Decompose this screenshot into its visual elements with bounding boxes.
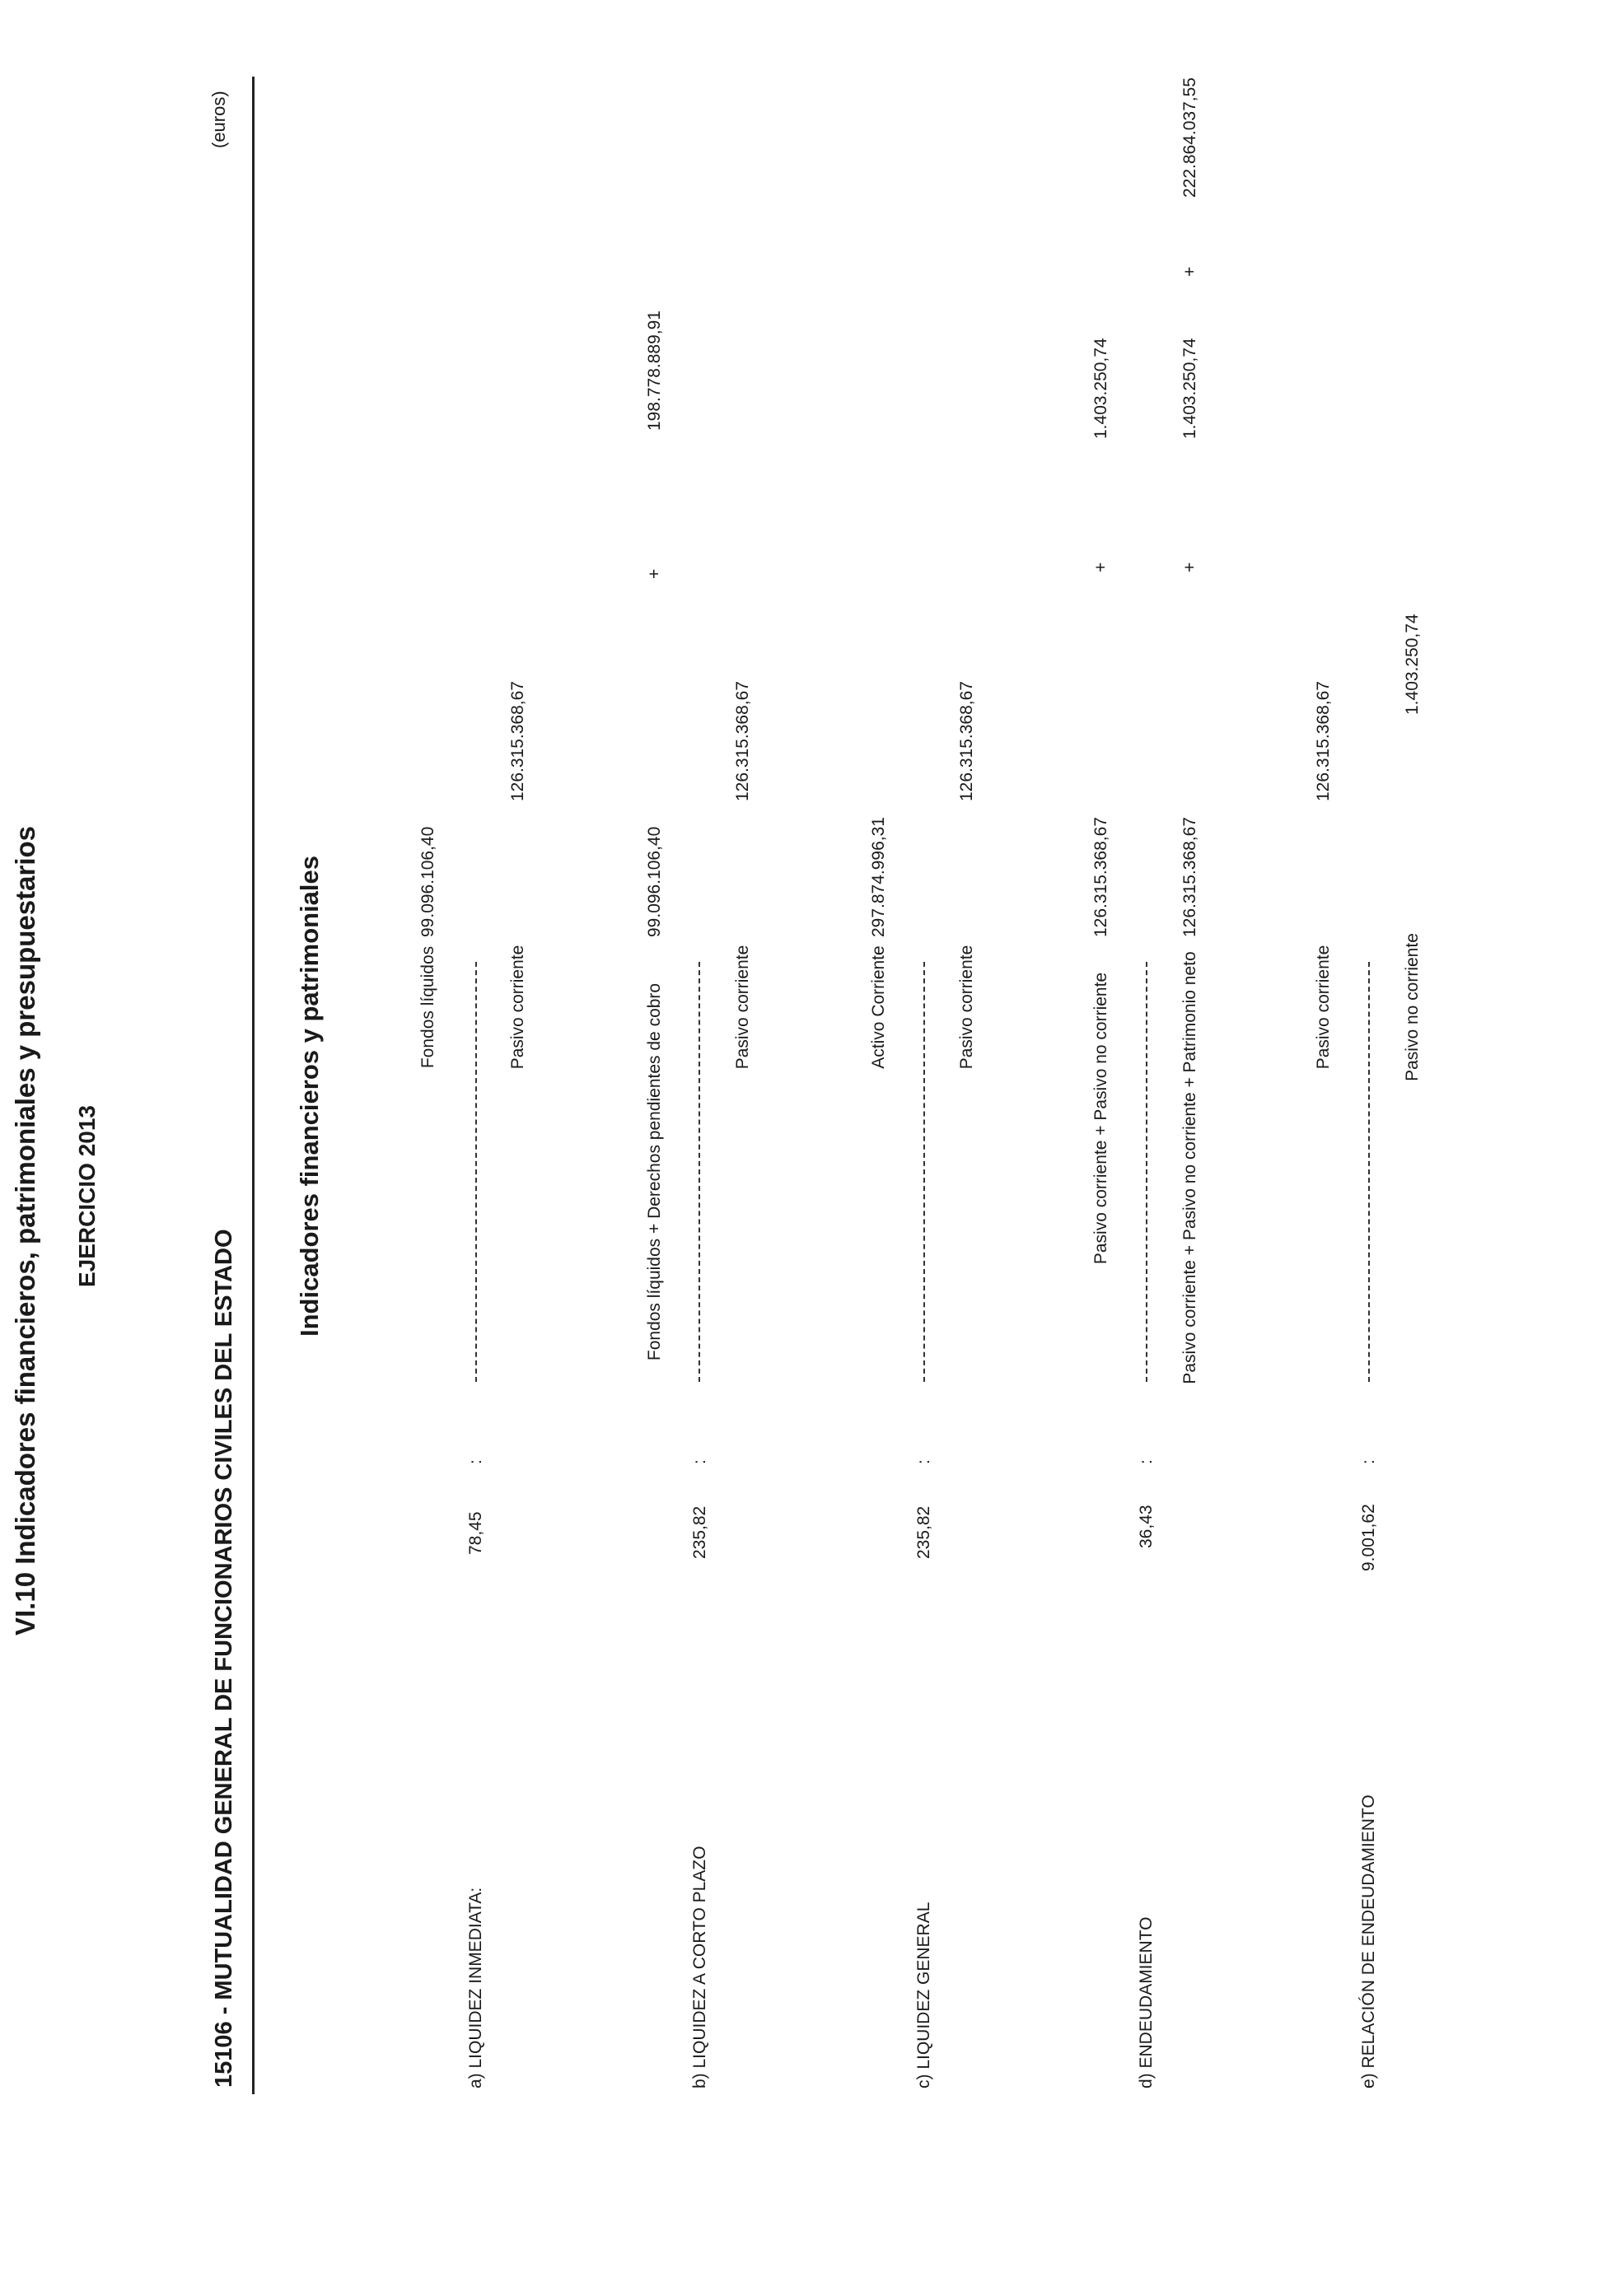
denominator-operator: +: [1180, 266, 1199, 277]
indicator-colon: :: [1359, 1459, 1378, 1464]
denominator-formula: Pasivo corriente: [957, 945, 976, 1070]
indicator-value: 9.001,62: [1359, 1504, 1378, 1571]
indicator-colon: :: [690, 1459, 709, 1464]
numerator-value: 1.403.250,74: [1091, 338, 1110, 439]
denominator-formula: Pasivo corriente + Pasivo no corriente + Patrimonio neto: [1180, 951, 1199, 1384]
indicator-value: 235,82: [914, 1505, 933, 1559]
indicator-label: a) LIQUIDEZ INMEDIATA:: [466, 1887, 485, 2088]
numerator-operator: +: [1091, 562, 1110, 572]
denominator-value: 1.403.250,74: [1180, 338, 1199, 439]
header-rule: [252, 77, 255, 2094]
denominator-value: 126.315.368,67: [1180, 817, 1199, 937]
fraction-line: [475, 962, 477, 1382]
numerator-value: 198.778.889,91: [645, 310, 664, 431]
indicator-label: d) ENDEUDAMIENTO: [1137, 1916, 1156, 2088]
numerator-value: 297.874.996,31: [869, 817, 888, 937]
denominator-formula: Pasivo corriente: [508, 945, 527, 1070]
denominator-formula: Pasivo corriente: [733, 945, 752, 1070]
denominator-value: 126.315.368,67: [957, 681, 976, 801]
denominator-operator: +: [1180, 562, 1199, 572]
numerator-formula: Pasivo corriente + Pasivo no corriente: [1091, 972, 1110, 1265]
fraction-line: [1368, 962, 1370, 1382]
denominator-formula: Pasivo no corriente: [1403, 933, 1422, 1081]
denominator-value: 126.315.368,67: [508, 681, 527, 801]
numerator-value: 99.096.106,40: [645, 826, 664, 937]
indicator-colon: :: [466, 1459, 485, 1464]
indicator-colon: :: [914, 1459, 933, 1464]
numerator-operator: +: [645, 568, 664, 579]
numerator-value: 126.315.368,67: [1314, 681, 1333, 801]
denominator-value: 1.403.250,74: [1403, 614, 1422, 715]
indicator-colon: :: [1137, 1459, 1156, 1464]
section-title: Indicadores financieros y patrimoniales: [295, 855, 324, 1337]
indicator-value: 36,43: [1137, 1505, 1156, 1548]
currency-note: (euros): [208, 91, 229, 148]
denominator-value: 222.864.037,55: [1180, 77, 1199, 198]
main-title: VI.10 Indicadores financieros, patrimoniales y presupuestarios: [10, 825, 40, 1636]
organization-title: 15106 - MUTUALIDAD GENERAL DE FUNCIONARIOS CIVILES DEL ESTADO: [211, 1229, 237, 2088]
numerator-formula: Fondos líquidos + Derechos pendientes de cobro: [645, 982, 664, 1361]
indicator-label: b) LIQUIDEZ A CORTO PLAZO: [690, 1846, 709, 2088]
indicator-label: c) LIQUIDEZ GENERAL: [914, 1902, 933, 2088]
numerator-formula: Fondos líquidos: [418, 945, 437, 1069]
numerator-value: 99.096.106,40: [418, 826, 437, 937]
numerator-value: 126.315.368,67: [1091, 817, 1110, 937]
indicator-value: 235,82: [690, 1505, 709, 1559]
fraction-line: [923, 962, 925, 1382]
fraction-line: [1146, 962, 1147, 1382]
indicator-label: e) RELACIÓN DE ENDEUDAMIENTO: [1359, 1794, 1378, 2088]
indicator-value: 78,45: [466, 1511, 485, 1555]
numerator-formula: Pasivo corriente: [1314, 945, 1333, 1070]
fiscal-year-subtitle: EJERCICIO 2013: [74, 1105, 100, 1287]
numerator-formula: Activo Corriente: [869, 945, 888, 1069]
denominator-value: 126.315.368,67: [733, 681, 752, 801]
fraction-line: [699, 962, 700, 1382]
